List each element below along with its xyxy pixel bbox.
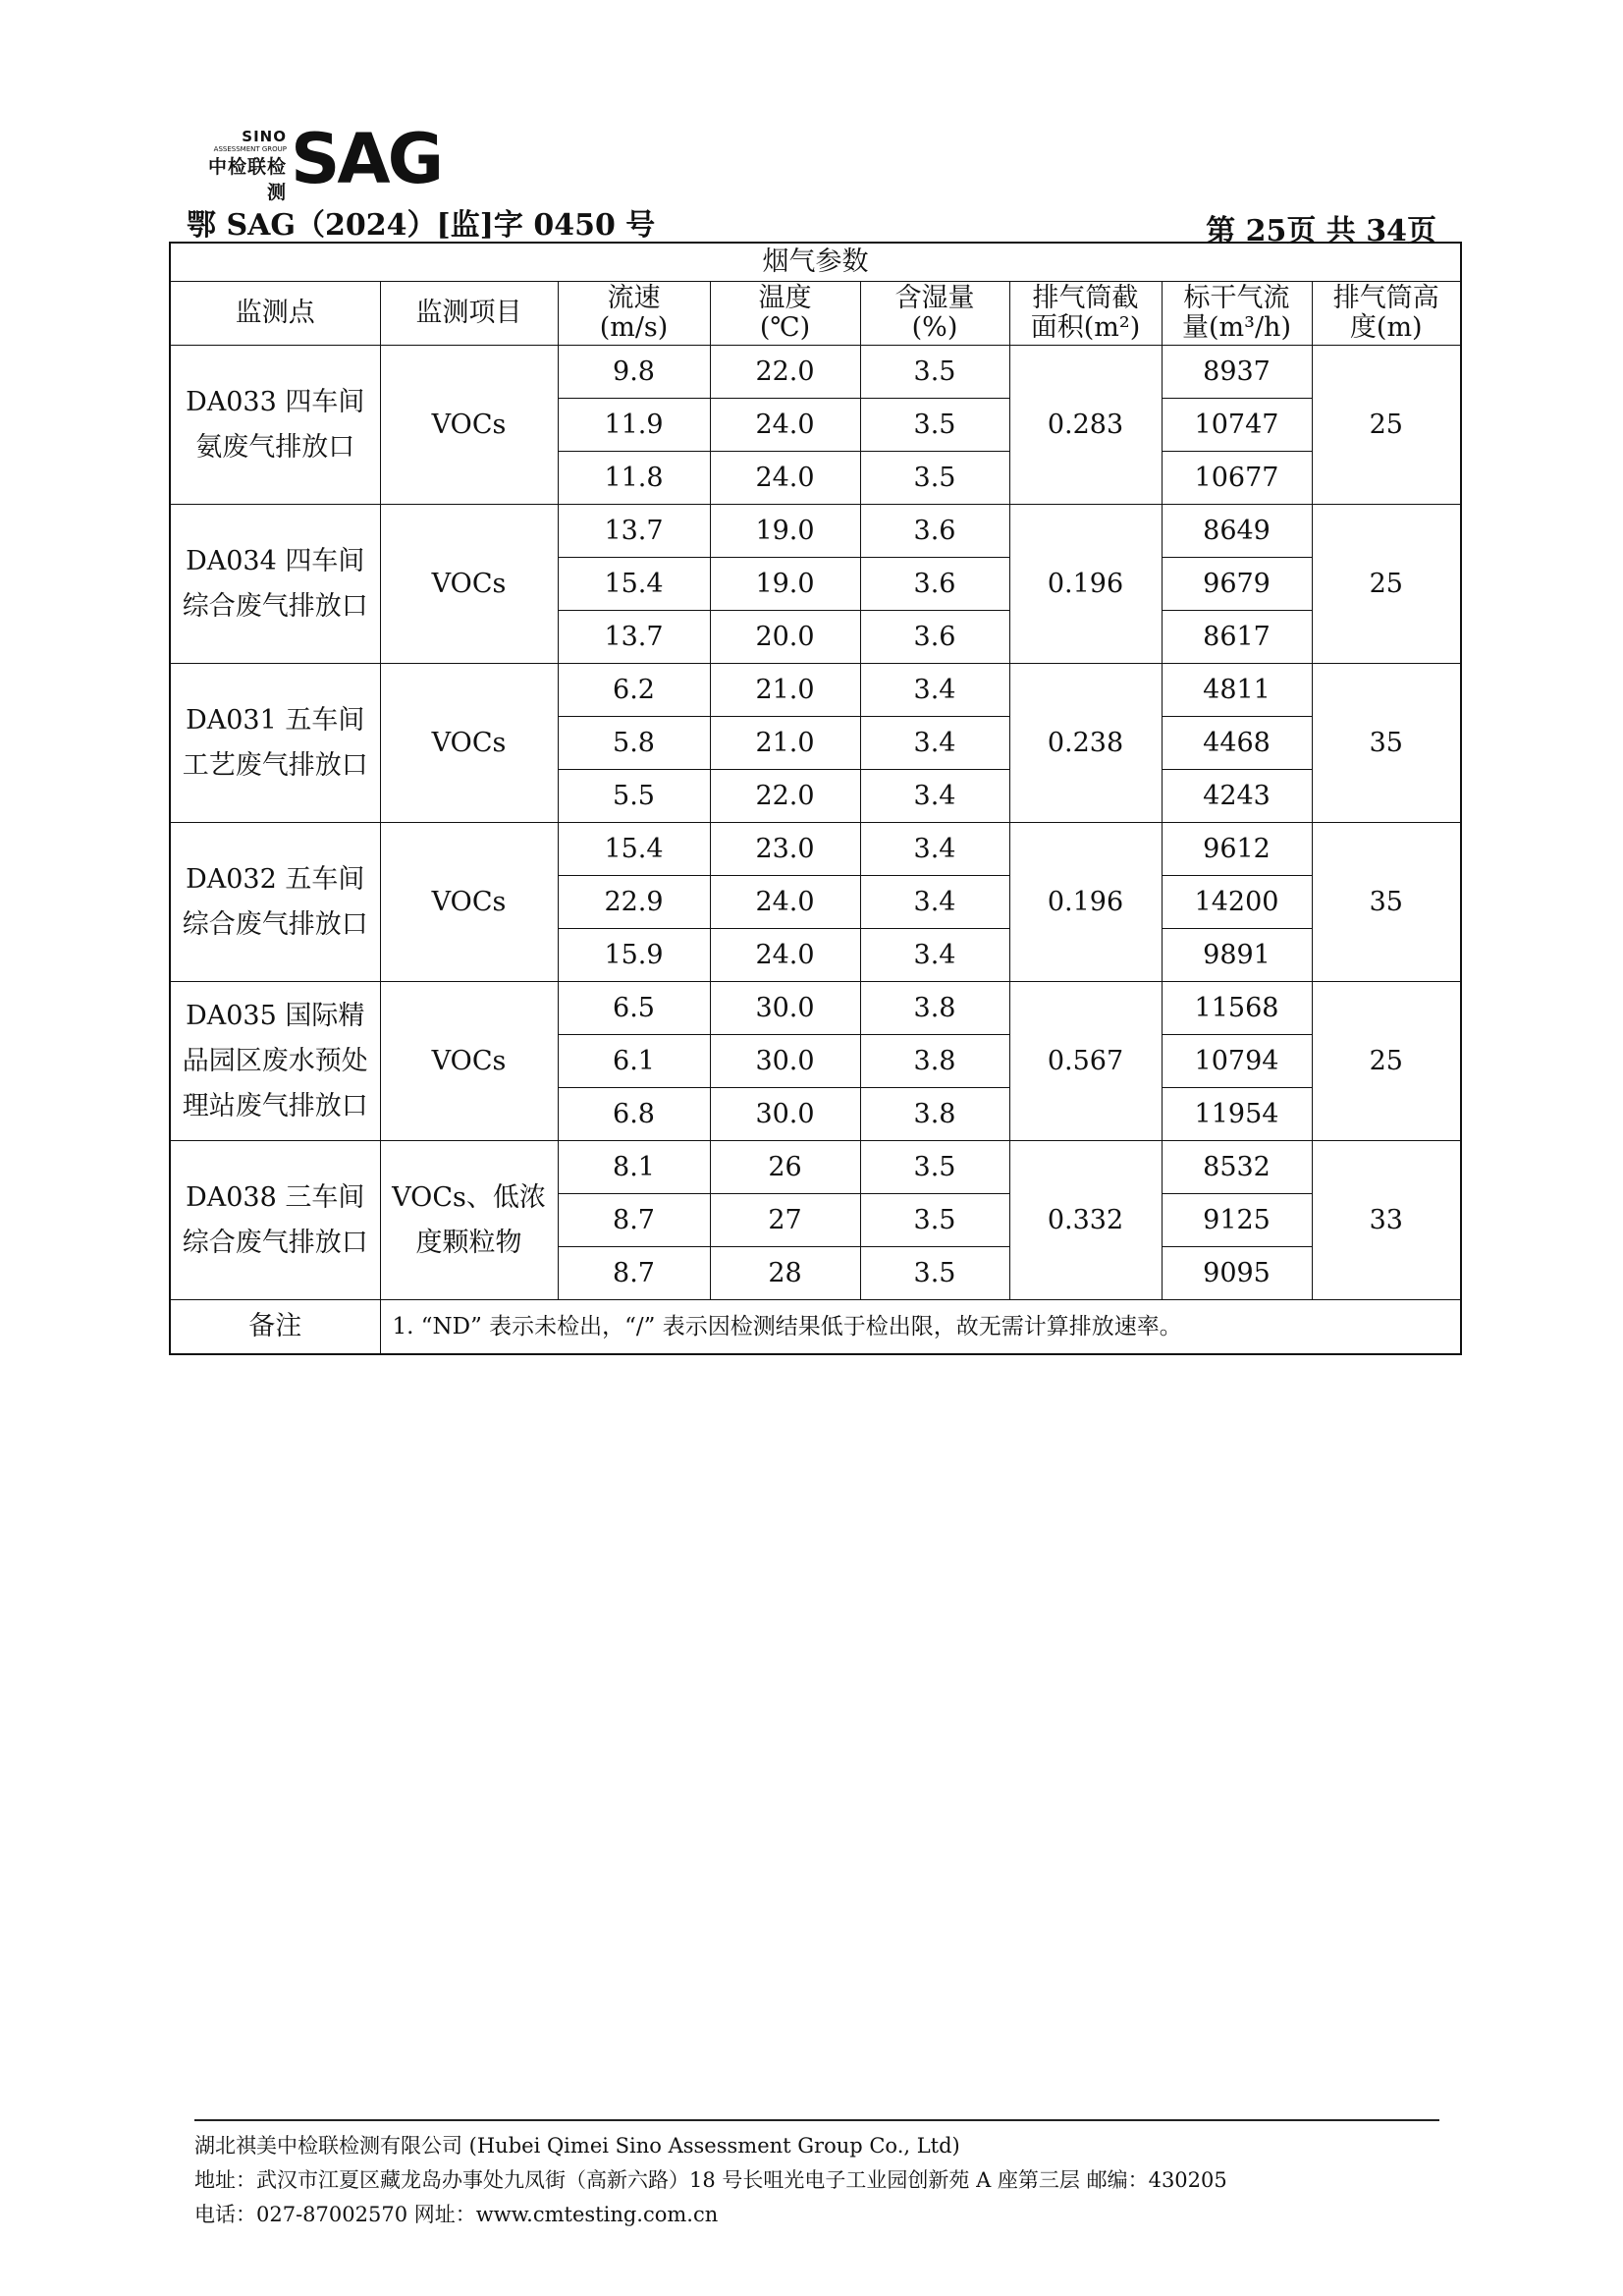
velocity-cell: 9.8 bbox=[558, 346, 710, 399]
col-site-header: 监测点 bbox=[235, 298, 315, 328]
moisture-cell: 3.4 bbox=[860, 770, 1009, 823]
moisture-cell: 3.5 bbox=[860, 1194, 1009, 1247]
velocity-cell: 11.9 bbox=[558, 399, 710, 452]
velocity-cell: 13.7 bbox=[558, 611, 710, 664]
velocity-cell: 11.8 bbox=[558, 452, 710, 505]
standard-flow-cell: 4468 bbox=[1162, 717, 1312, 770]
standard-flow-cell: 8532 bbox=[1162, 1141, 1312, 1194]
monitoring-item-cell: VOCs bbox=[380, 982, 558, 1141]
velocity-cell: 15.9 bbox=[558, 929, 710, 982]
col-item-header: 监测项目 bbox=[415, 298, 522, 328]
temperature-cell: 26 bbox=[710, 1141, 860, 1194]
monitoring-item-cell: VOCs bbox=[380, 664, 558, 823]
document-number: 鄂 SAG（2024）[监]字 0450 号 bbox=[187, 208, 656, 243]
standard-flow-cell: 8617 bbox=[1162, 611, 1312, 664]
column-header bbox=[1162, 282, 1312, 346]
temperature-cell: 20.0 bbox=[710, 611, 860, 664]
monitoring-site-cell: DA034 四车间综合废气排放口 bbox=[170, 505, 380, 664]
table-header-row bbox=[170, 282, 1461, 346]
temperature-cell: 27 bbox=[710, 1194, 860, 1247]
logo-sag-mark: SAG bbox=[291, 119, 442, 199]
temperature-cell: 22.0 bbox=[710, 770, 860, 823]
col-moisture-header: 含湿量 (%) bbox=[894, 283, 975, 343]
velocity-cell: 15.4 bbox=[558, 558, 710, 611]
moisture-cell: 3.4 bbox=[860, 664, 1009, 717]
stack-height-cell: 35 bbox=[1312, 664, 1461, 823]
temperature-cell: 21.0 bbox=[710, 717, 860, 770]
moisture-cell: 3.5 bbox=[860, 346, 1009, 399]
stack-height-cell: 25 bbox=[1312, 346, 1461, 505]
temperature-cell: 24.0 bbox=[710, 452, 860, 505]
moisture-cell: 3.5 bbox=[860, 1247, 1009, 1300]
table-row bbox=[170, 1141, 1461, 1194]
standard-flow-cell: 9125 bbox=[1162, 1194, 1312, 1247]
standard-flow-cell: 11568 bbox=[1162, 982, 1312, 1035]
velocity-cell: 8.7 bbox=[558, 1194, 710, 1247]
standard-flow-cell: 11954 bbox=[1162, 1088, 1312, 1141]
standard-flow-cell: 10677 bbox=[1162, 452, 1312, 505]
temperature-cell: 30.0 bbox=[710, 1088, 860, 1141]
moisture-cell: 3.4 bbox=[860, 929, 1009, 982]
standard-flow-cell: 8937 bbox=[1162, 346, 1312, 399]
monitoring-site-cell: DA038 三车间综合废气排放口 bbox=[170, 1141, 380, 1300]
stack-area-cell: 0.238 bbox=[1009, 664, 1162, 823]
standard-flow-cell: 10794 bbox=[1162, 1035, 1312, 1088]
monitoring-site-cell: DA032 五车间综合废气排放口 bbox=[170, 823, 380, 982]
temperature-cell: 30.0 bbox=[710, 982, 860, 1035]
footer-contact: 电话：027-87002570 网址：www.cmtesting.com.cn bbox=[194, 2203, 719, 2226]
footer-company: 湖北祺美中检联检测有限公司 (Hubei Qimei Sino Assessment Group Co., Ltd) bbox=[194, 2134, 960, 2158]
stack-height-cell: 25 bbox=[1312, 505, 1461, 664]
moisture-cell: 3.6 bbox=[860, 611, 1009, 664]
temperature-cell: 21.0 bbox=[710, 664, 860, 717]
monitoring-item-cell: VOCs、低浓度颗粒物 bbox=[380, 1141, 558, 1300]
temperature-cell: 19.0 bbox=[710, 558, 860, 611]
velocity-cell: 15.4 bbox=[558, 823, 710, 876]
page-footer bbox=[194, 2119, 1439, 2232]
stack-area-cell: 0.332 bbox=[1009, 1141, 1162, 1300]
col-velocity-header: 流速 (m/s) bbox=[599, 283, 669, 343]
moisture-cell: 3.4 bbox=[860, 876, 1009, 929]
flue-gas-parameters-table bbox=[169, 242, 1462, 1355]
standard-flow-cell: 4811 bbox=[1162, 664, 1312, 717]
velocity-cell: 22.9 bbox=[558, 876, 710, 929]
page-number: 第 25页 共 34页 bbox=[1206, 214, 1436, 248]
temperature-cell: 24.0 bbox=[710, 929, 860, 982]
column-header bbox=[710, 282, 860, 346]
moisture-cell: 3.6 bbox=[860, 558, 1009, 611]
moisture-cell: 3.8 bbox=[860, 1088, 1009, 1141]
stack-height-cell: 35 bbox=[1312, 823, 1461, 982]
table-row bbox=[170, 346, 1461, 399]
column-header bbox=[558, 282, 710, 346]
table-row bbox=[170, 505, 1461, 558]
moisture-cell: 3.4 bbox=[860, 823, 1009, 876]
column-header bbox=[1009, 282, 1162, 346]
monitoring-item-cell: VOCs bbox=[380, 823, 558, 982]
standard-flow-cell: 14200 bbox=[1162, 876, 1312, 929]
remarks-text: 1. “ND” 表示未检出，“/” 表示因检测结果低于检出限，故无需计算排放速率。 bbox=[380, 1300, 1461, 1355]
moisture-cell: 3.5 bbox=[860, 1141, 1009, 1194]
velocity-cell: 8.7 bbox=[558, 1247, 710, 1300]
standard-flow-cell: 9612 bbox=[1162, 823, 1312, 876]
temperature-cell: 19.0 bbox=[710, 505, 860, 558]
standard-flow-cell: 8649 bbox=[1162, 505, 1312, 558]
table-row bbox=[170, 982, 1461, 1035]
temperature-cell: 24.0 bbox=[710, 876, 860, 929]
table-title: 烟气参数 bbox=[170, 243, 1461, 282]
column-header bbox=[170, 282, 380, 346]
monitoring-item-cell: VOCs bbox=[380, 505, 558, 664]
velocity-cell: 6.1 bbox=[558, 1035, 710, 1088]
moisture-cell: 3.8 bbox=[860, 982, 1009, 1035]
temperature-cell: 23.0 bbox=[710, 823, 860, 876]
table-row bbox=[170, 823, 1461, 876]
standard-flow-cell: 4243 bbox=[1162, 770, 1312, 823]
temperature-cell: 28 bbox=[710, 1247, 860, 1300]
standard-flow-cell: 9095 bbox=[1162, 1247, 1312, 1300]
col-height-header: 排气筒高 度(m) bbox=[1332, 283, 1439, 343]
moisture-cell: 3.4 bbox=[860, 717, 1009, 770]
velocity-cell: 6.8 bbox=[558, 1088, 710, 1141]
stack-height-cell: 33 bbox=[1312, 1141, 1461, 1300]
logo-assessment-text: ASSESSMENT GROUP bbox=[213, 145, 287, 153]
col-flow-header: 标干气流 量(m³/h) bbox=[1182, 283, 1291, 343]
column-header bbox=[380, 282, 558, 346]
footer-address: 地址：武汉市江夏区藏龙岛办事处九凤街（高新六路）18 号长咀光电子工业园创新苑 A 座第三层 邮编：430205 bbox=[194, 2168, 1227, 2192]
stack-area-cell: 0.196 bbox=[1009, 823, 1162, 982]
monitoring-site-cell: DA035 国际精品园区废水预处理站废气排放口 bbox=[170, 982, 380, 1141]
stack-height-cell: 25 bbox=[1312, 982, 1461, 1141]
standard-flow-cell: 10747 bbox=[1162, 399, 1312, 452]
temperature-cell: 30.0 bbox=[710, 1035, 860, 1088]
moisture-cell: 3.6 bbox=[860, 505, 1009, 558]
monitoring-item-cell: VOCs bbox=[380, 346, 558, 505]
footer-divider bbox=[194, 2119, 1439, 2121]
moisture-cell: 3.5 bbox=[860, 452, 1009, 505]
monitoring-site-cell: DA031 五车间工艺废气排放口 bbox=[170, 664, 380, 823]
monitoring-site-cell: DA033 四车间氨废气排放口 bbox=[170, 346, 380, 505]
moisture-cell: 3.8 bbox=[860, 1035, 1009, 1088]
velocity-cell: 8.1 bbox=[558, 1141, 710, 1194]
standard-flow-cell: 9679 bbox=[1162, 558, 1312, 611]
standard-flow-cell: 9891 bbox=[1162, 929, 1312, 982]
remarks-row bbox=[170, 1300, 1461, 1355]
logo-sino-text: SINO bbox=[242, 128, 287, 145]
temperature-cell: 22.0 bbox=[710, 346, 860, 399]
table-row bbox=[170, 664, 1461, 717]
velocity-cell: 13.7 bbox=[558, 505, 710, 558]
col-area-header: 排气筒截 面积(m²) bbox=[1030, 283, 1141, 343]
company-logo bbox=[192, 119, 442, 203]
column-header bbox=[860, 282, 1009, 346]
velocity-cell: 5.8 bbox=[558, 717, 710, 770]
logo-chinese-text: 中检联检测 bbox=[207, 156, 287, 203]
velocity-cell: 6.2 bbox=[558, 664, 710, 717]
remarks-label: 备注 bbox=[170, 1300, 380, 1355]
stack-area-cell: 0.283 bbox=[1009, 346, 1162, 505]
temperature-cell: 24.0 bbox=[710, 399, 860, 452]
velocity-cell: 6.5 bbox=[558, 982, 710, 1035]
velocity-cell: 5.5 bbox=[558, 770, 710, 823]
column-header bbox=[1312, 282, 1461, 346]
moisture-cell: 3.5 bbox=[860, 399, 1009, 452]
stack-area-cell: 0.567 bbox=[1009, 982, 1162, 1141]
col-temp-header: 温度 (℃) bbox=[758, 283, 812, 343]
stack-area-cell: 0.196 bbox=[1009, 505, 1162, 664]
